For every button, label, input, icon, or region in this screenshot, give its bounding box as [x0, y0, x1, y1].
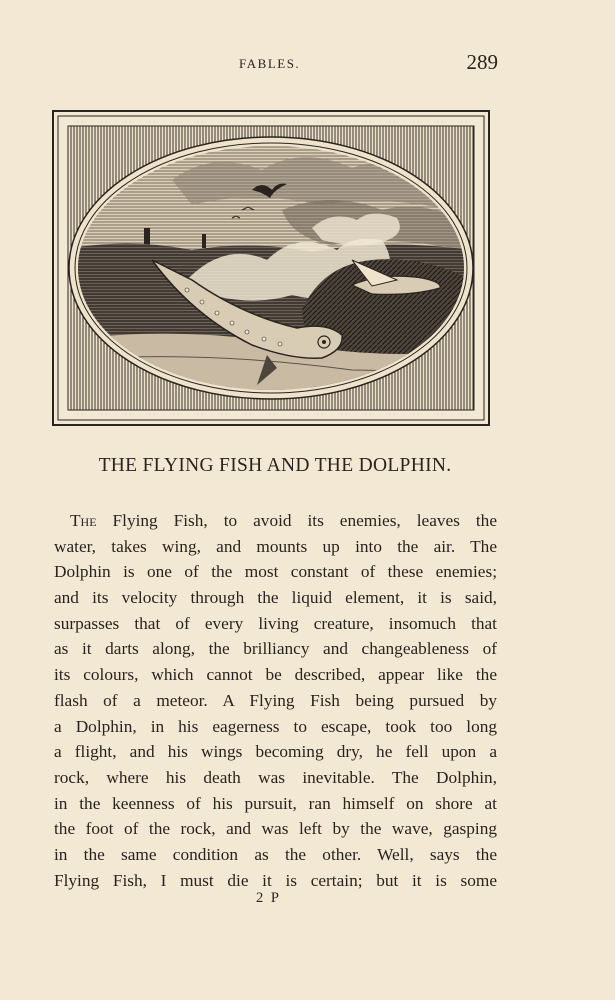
body-line: as it darts along, the brilliancy and changeableness of: [54, 639, 497, 659]
body-line: a flight, and his wings becoming dry, he fell upon a: [54, 742, 497, 762]
body-line: its colours, which cannot be described, appear like the: [54, 665, 497, 685]
body-line: the foot of the rock, and was left by the wave, gasping: [54, 819, 497, 839]
body-line: in the same condition as the other. Well, says the: [54, 844, 497, 864]
body-line: in the keenness of his pursuit, ran himself on shore at: [54, 793, 497, 813]
body-line: a Dolphin, in his eagerness to escape, took too long: [54, 716, 497, 736]
signature-mark: 2 P: [256, 890, 281, 906]
body-line: flash of a meteor. A Flying Fish being pursued by: [54, 690, 497, 710]
body-line: surpasses that of every living creature, insomuch that: [54, 613, 497, 633]
engraving-illustration: [52, 110, 490, 426]
fable-title: THE FLYING FISH AND THE DOLPHIN.: [98, 455, 452, 476]
page-number: 289: [466, 50, 498, 74]
body-line: The Flying Fish, to avoid its enemies, leaves the: [70, 511, 497, 530]
body-line: rock, where his death was inevitable. The Dolphin,: [54, 767, 497, 787]
drop-word: The: [70, 511, 97, 530]
running-head: [52, 50, 498, 78]
running-title: FABLES.: [239, 56, 301, 71]
body-line: water, takes wing, and mounts up into the air. The: [54, 536, 497, 556]
fable-body: [54, 508, 497, 893]
body-line: and its velocity through the liquid element, it is said,: [54, 588, 497, 608]
body-line: Flying Fish, I must die it is certain; but it is some: [54, 870, 497, 890]
body-line: Dolphin is one of the most constant of these enemies;: [54, 562, 497, 582]
